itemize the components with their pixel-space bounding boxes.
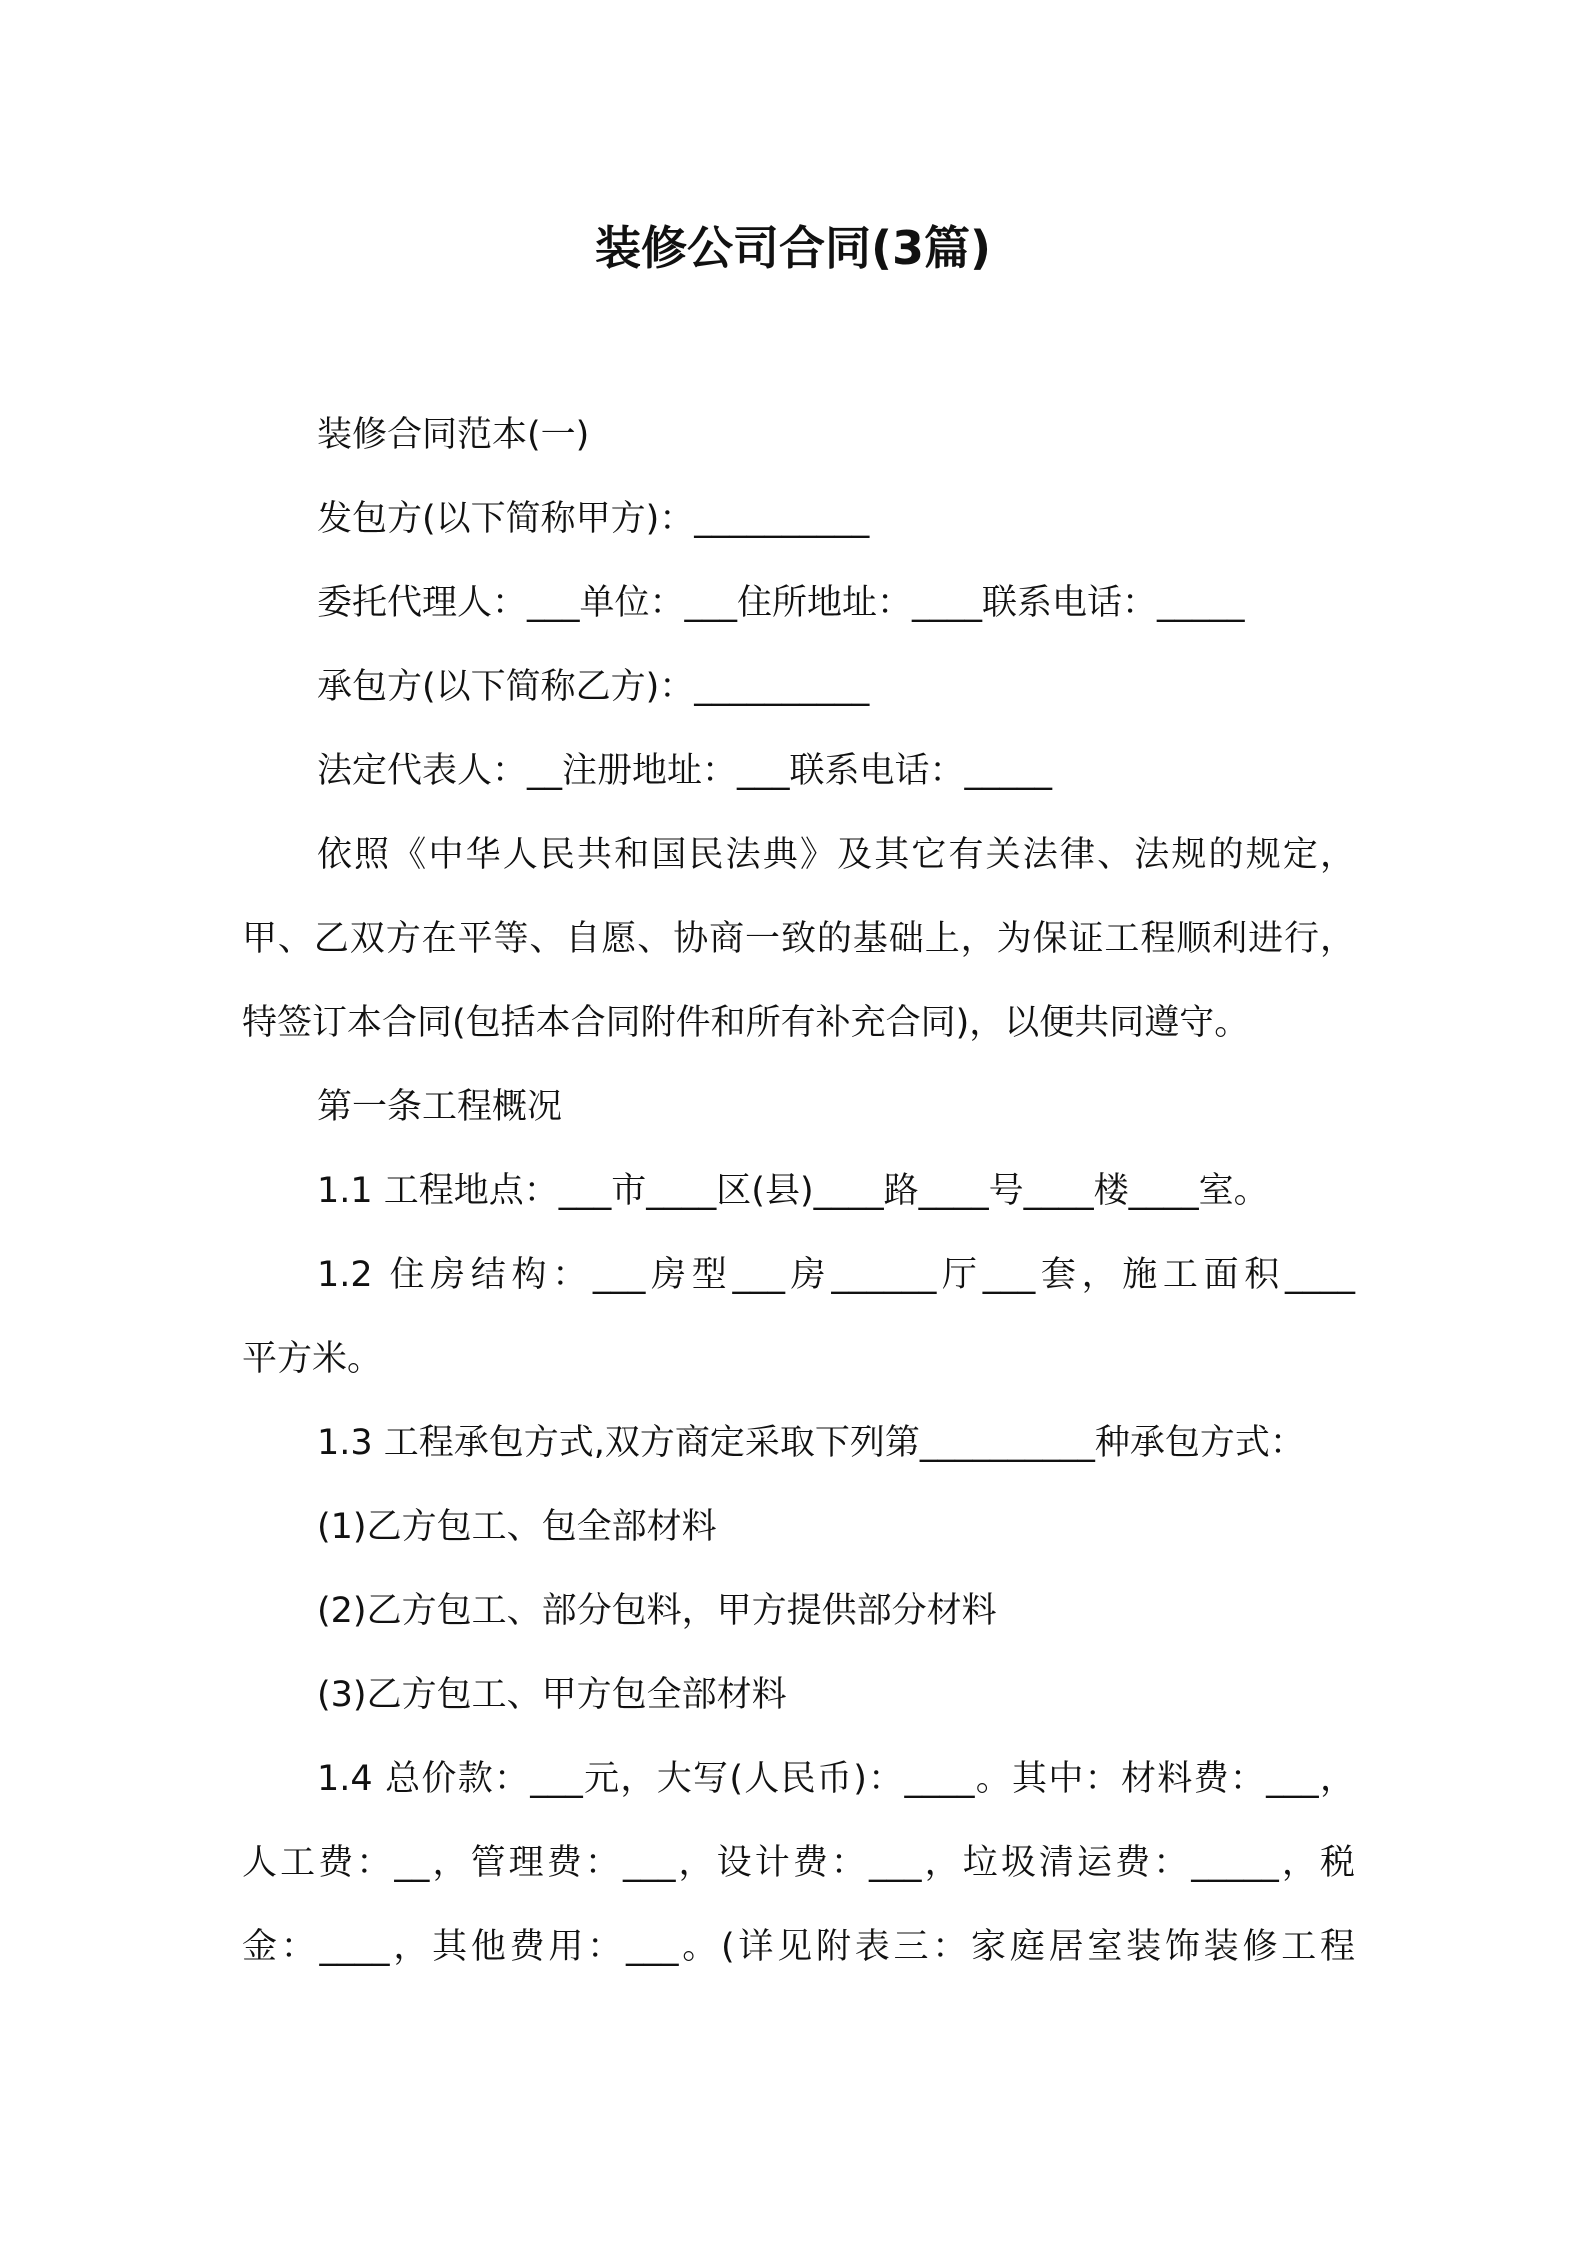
preamble-line-3: 特签订本合同(包括本合同附件和所有补充合同)，以便共同遵守。	[242, 1003, 1250, 1043]
agent-line: 委托代理人：___单位：___住所地址：____联系电话：_____	[317, 583, 1245, 623]
clause-1-2-line-2: 平方米。	[242, 1339, 383, 1379]
legal-representative-line: 法定代表人：__注册地址：___联系电话：_____	[317, 751, 1053, 791]
document-title: 装修公司合同(3篇)	[594, 221, 992, 275]
clause-1-4-line-2: 人工费：__，管理费：___，设计费：___，垃圾清运费：_____，税	[242, 1843, 1355, 1883]
clause-1-1: 1.1 工程地点：___市____区(县)____路____号____楼____室。	[317, 1171, 1269, 1211]
clause-1-3: 1.3 工程承包方式,双方商定采取下列第__________种承包方式：	[317, 1423, 1305, 1463]
preamble-line-1: 依照《中华人民共和国民法典》及其它有关法律、法规的规定，	[317, 835, 1355, 875]
party-a-line: 发包方(以下简称甲方)：__________	[317, 499, 870, 539]
party-b-line: 承包方(以下简称乙方)：__________	[317, 667, 870, 707]
clause-1-4-line-3: 金：____，其他费用：___。(详见附表三：家庭居室装饰装修工程	[242, 1927, 1355, 1967]
document-body	[242, 393, 1355, 1989]
section-heading-template-one: 装修合同范本(一)	[317, 415, 590, 455]
clause-1-4-line-1: 1.4 总价款：___元，大写(人民币)：____。其中：材料费：___，	[317, 1759, 1355, 1799]
option-1: (1)乙方包工、包全部材料	[317, 1507, 717, 1547]
option-3: (3)乙方包工、甲方包全部材料	[317, 1675, 787, 1715]
option-2: (2)乙方包工、部分包料，甲方提供部分材料	[317, 1591, 997, 1631]
clause-1-2-line-1: 1.2 住房结构：___房型___房______厅___套，施工面积____	[317, 1255, 1355, 1295]
preamble-line-2: 甲、乙双方在平等、自愿、协商一致的基础上，为保证工程顺利进行，	[242, 919, 1355, 959]
article-one-heading: 第一条工程概况	[317, 1087, 563, 1127]
